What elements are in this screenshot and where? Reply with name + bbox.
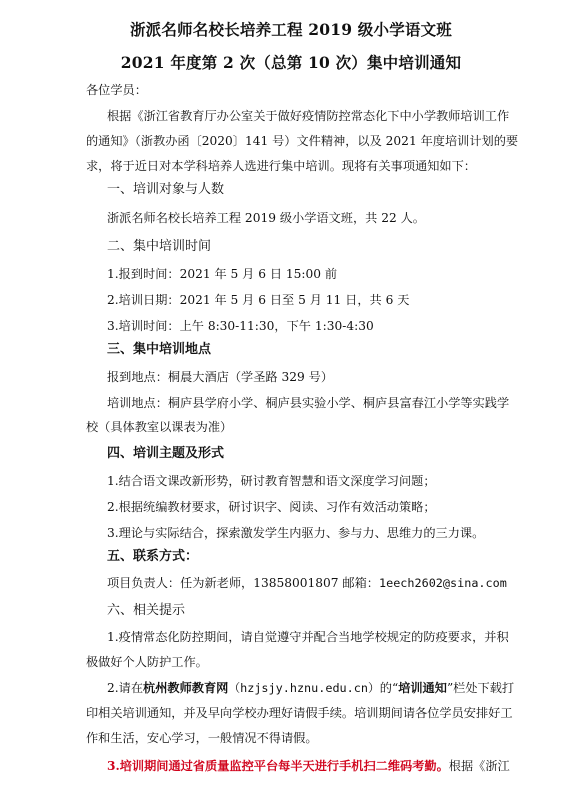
column-name: 培训通知 (398, 681, 447, 695)
contact-text: 项目负责人：任为新老师，13858001807 邮箱： (107, 576, 379, 590)
section-6-tip-1-line-2: 极做好个人防护工作。 (86, 655, 208, 669)
section-2-item-2: 2.培训日期：2021 年 5 月 6 日至 5 月 11 日，共 6 天 (107, 293, 410, 307)
section-4-item-1: 1.结合语文课改新形势，研讨教育智慧和语文深度学习问题； (107, 474, 436, 488)
intro-line-1: 根据《浙江省教育厅办公室关于做好疫情防控常态化下中小学教师培训工作 (107, 109, 510, 123)
title-line-1: 浙派名师名校长培养工程 2019 级小学语文班 (129, 20, 453, 39)
section-4-item-3: 3.理论与实际结合，探索激发学生内驱力、参与力、思维力的三力课。 (107, 526, 485, 540)
tip-2-text-b: 的“ (379, 681, 399, 695)
section-6-tip-1-line-1: 1.疫情常态化防控期间，请自觉遵守并配合当地学校规定的防疫要求，并积 (107, 630, 509, 644)
section-1-text: 浙派名师名校长培养工程 2019 级小学语文班，共 22 人。 (107, 211, 425, 225)
section-1-heading: 一、培训对象与人数 (107, 182, 225, 197)
tip-2-text-a: 2.请在 (107, 681, 144, 695)
section-3-report-location: 报到地点：桐晨大酒店（学圣路 329 号） (107, 370, 334, 384)
section-2-heading: 二、集中培训时间 (107, 239, 212, 254)
intro-line-2: 的通知》（浙教办函〔2020〕141 号）文件精神，以及 2021 年度培训计划的要 (86, 134, 519, 148)
section-3-heading: 三、集中培训地点 (107, 342, 212, 357)
section-2-item-3: 3.培训时间：上午 8:30-11:30，下午 1:30-4:30 (107, 319, 374, 333)
section-3-training-location-2: 校（具体教室以课表为准） (86, 420, 233, 434)
section-2-item-1: 1.报到时间：2021 年 5 月 6 日 15:00 前 (107, 267, 338, 281)
section-5-contact (107, 575, 507, 591)
intro-line-3: 求，将于近日对本学科培养人选进行集中培训。现将有关事项通知如下： (86, 159, 476, 173)
section-5-heading: 五、联系方式： (107, 549, 199, 564)
section-6-tip-2-line-1 (107, 680, 514, 696)
site-name-link[interactable]: 杭州教师教育网 (143, 681, 229, 695)
site-url-link[interactable]: （hzjsjy.hznu.edu.cn） (228, 681, 380, 695)
section-6-heading: 六、相关提示 (107, 603, 186, 618)
section-6-tip-2-line-2: 印相关培训通知，并及早向学校办理好请假手续。培训期间请各位学员安排好工 (86, 706, 513, 720)
tip-2-text-c: ”栏处下载打 (446, 681, 515, 695)
attendance-alert: 3.培训期间通过省质量监控平台每半天进行手机扫二维码考勤。 (107, 759, 449, 773)
section-4-heading: 四、培训主题及形式 (107, 446, 225, 461)
email-link[interactable]: 1eech2602@sina.com (378, 576, 507, 590)
section-6-tip-2-line-3: 作和生活，安心学习，一般情况不得请假。 (86, 731, 318, 745)
title-line-2: 2021 年度第 2 次（总第 10 次）集中培训通知 (120, 53, 462, 72)
section-6-tip-3-line-1 (107, 758, 510, 774)
greeting: 各位学员： (86, 83, 147, 97)
section-3-training-location-1: 培训地点：桐庐县学府小学、桐庐县实验小学、桐庐县富春江小学等实践学 (107, 396, 510, 410)
tip-3-tail: 根据《浙江 (448, 759, 510, 773)
section-4-item-2: 2.根据统编教材要求，研讨识字、阅读、习作有效活动策略； (107, 500, 436, 514)
